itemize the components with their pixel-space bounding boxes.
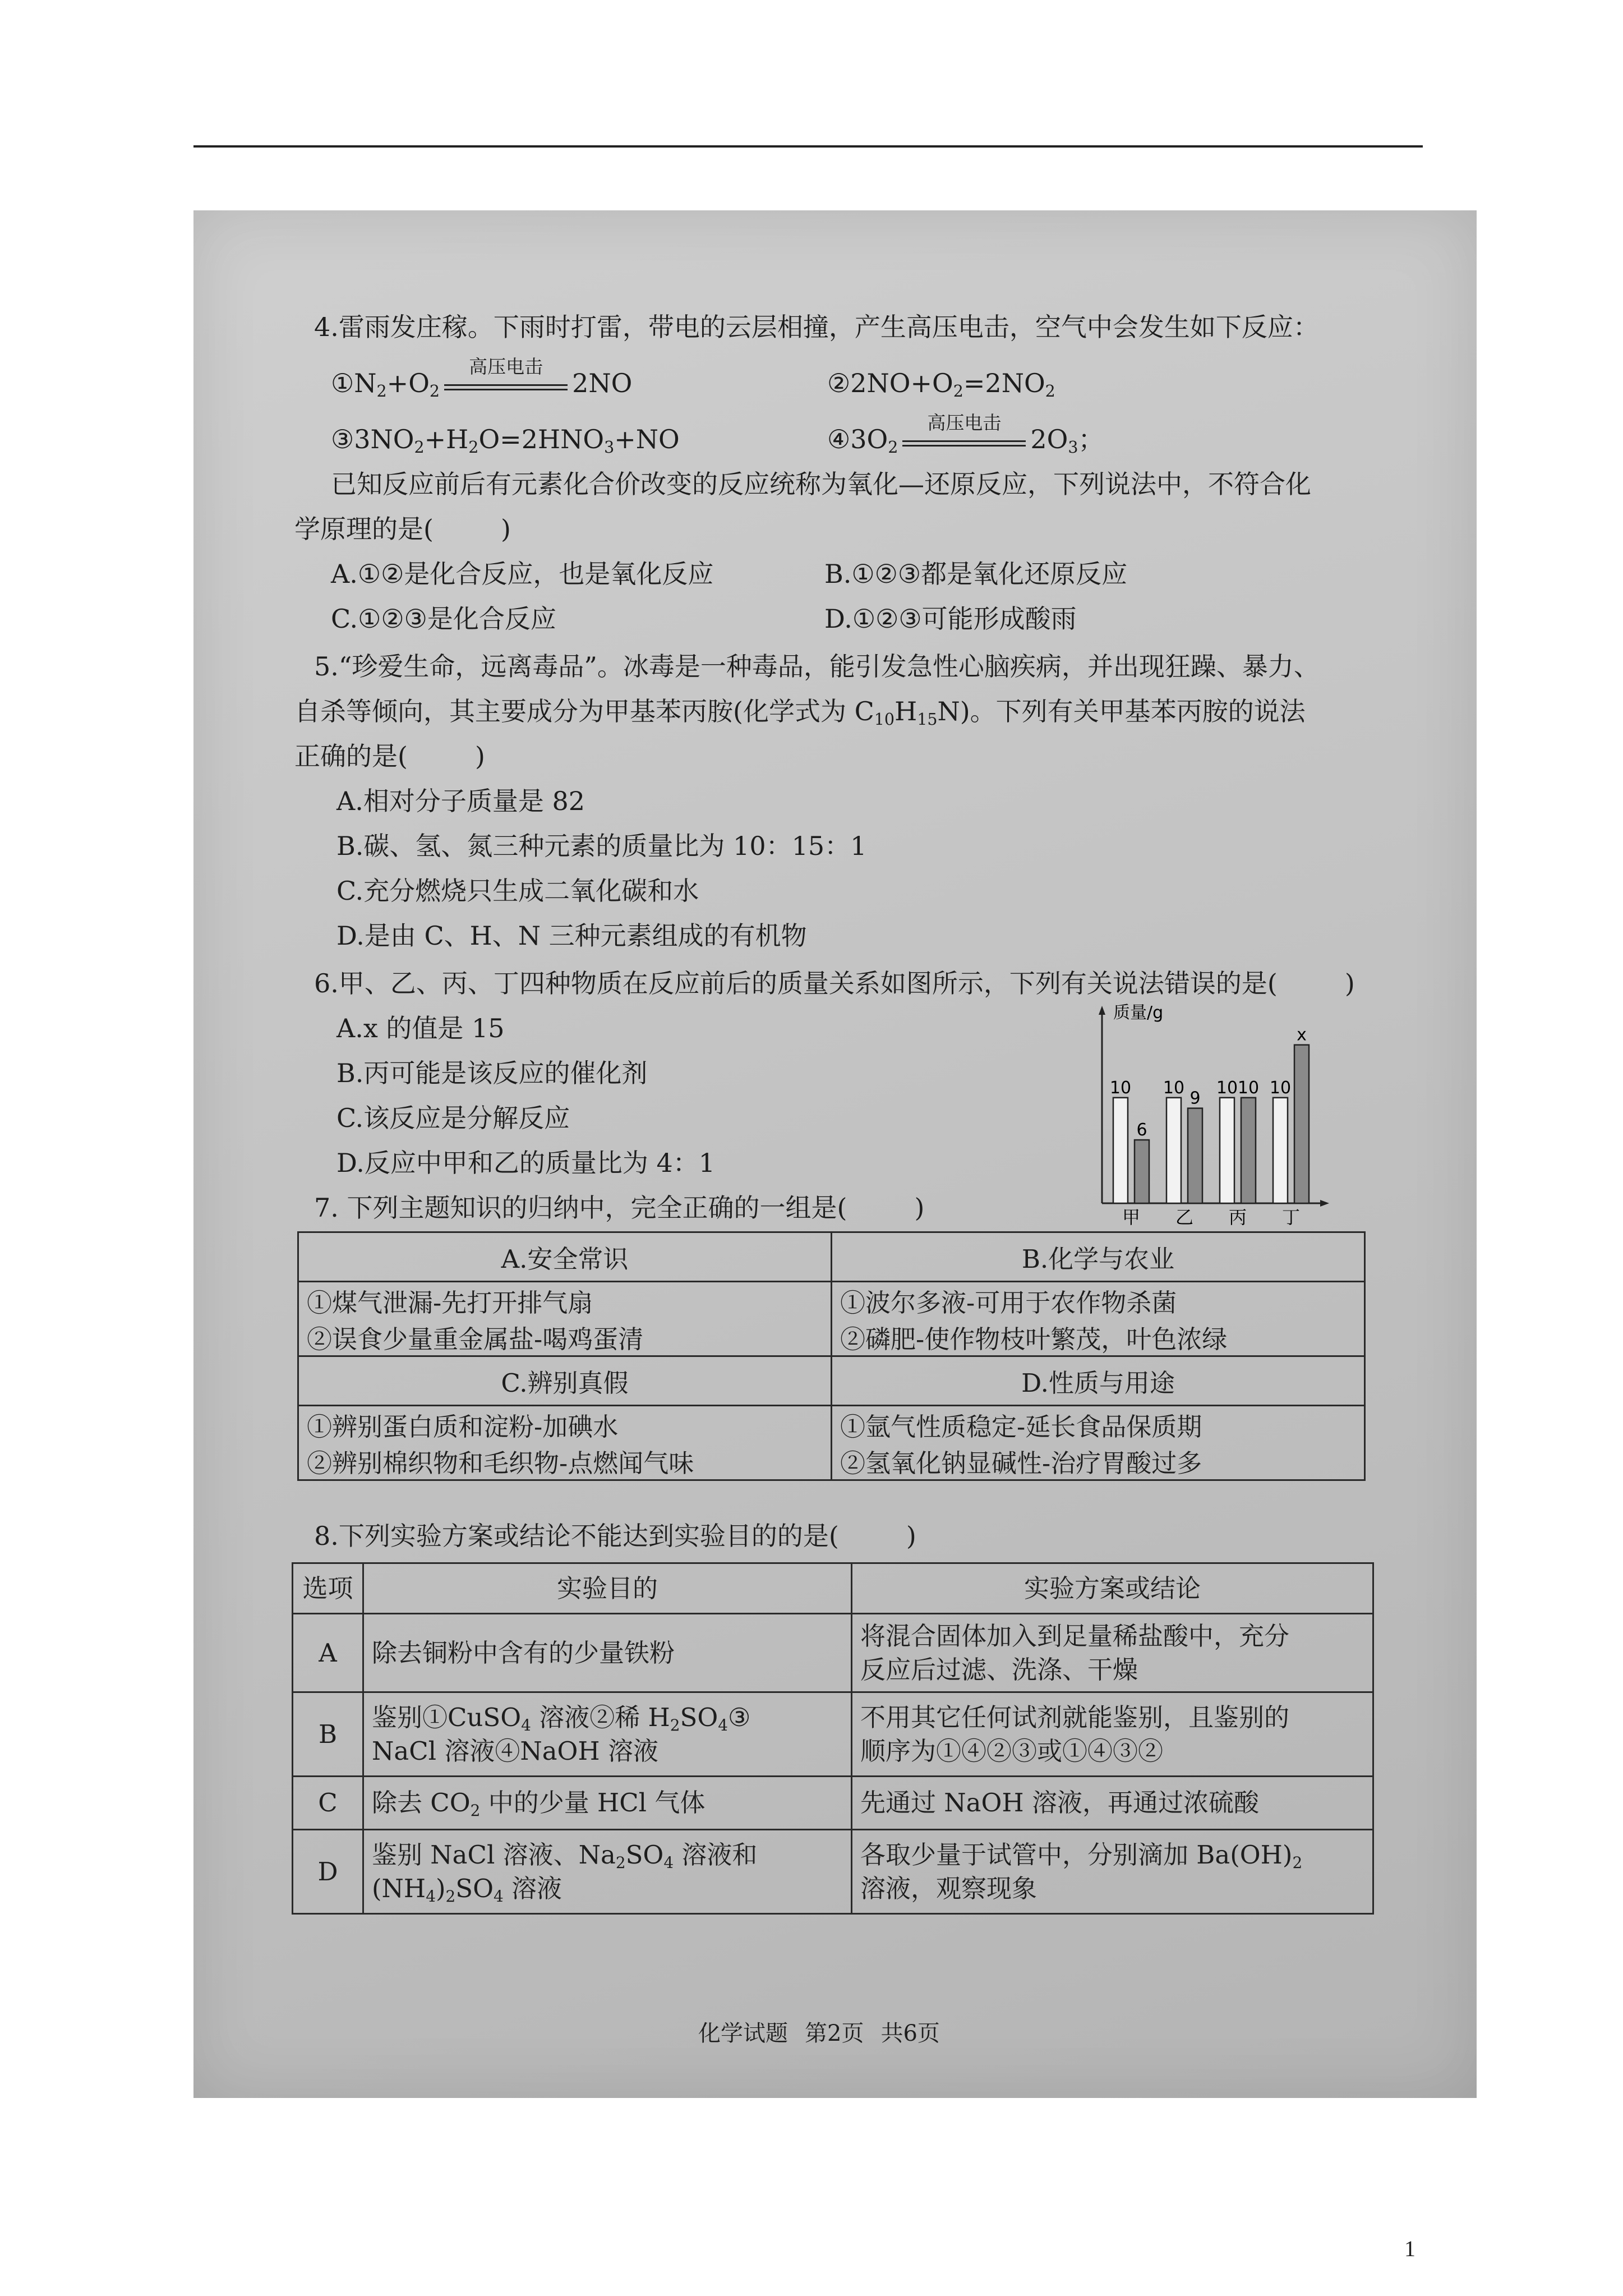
q8-row-d-goal: 鉴别 NaCl 溶液、$Na_2SO_4$ 溶液和 $(NH_4)_2SO_4$ 溶液 (363, 1830, 852, 1914)
q8-row-c-plan: 先通过 NaOH 溶液，再通过浓硫酸 (852, 1777, 1373, 1830)
q5-option-c: C.充分燃烧只生成二氧化碳和水 (336, 876, 699, 906)
q7-a-head: A.安全常识 (298, 1232, 832, 1282)
bar-乙-before (1166, 1098, 1181, 1203)
bar-乙-after (1188, 1108, 1202, 1203)
header-rule (193, 145, 1423, 148)
q7-b-head: B.化学与农业 (832, 1232, 1365, 1282)
q6-option-a: A.x 的值是 15 (336, 1013, 505, 1043)
q8-row-a-goal: 除去铜粉中含有的少量铁粉 (363, 1614, 852, 1692)
q5-option-d: D.是由 C、H、N 三种元素组成的有机物 (336, 921, 807, 951)
q8-row-a-option: A (293, 1614, 363, 1692)
q4-option-b: B.①②③都是氧化还原反应 (824, 559, 1128, 589)
page-footer: 化学试题 第2页 共6页 (698, 2021, 940, 2046)
q8-row-b-plan: 不用其它任何试剂就能鉴别，且鉴别的 顺序为①④②③或①④③② (852, 1692, 1373, 1777)
page-number: 1 (1404, 2236, 1415, 2261)
q8-row-b-goal: 鉴别①CuSO$_4$ 溶液②稀 $H_2SO_4③$ NaCl 溶液④NaOH 溶液 (363, 1692, 852, 1777)
bar-丙-before (1220, 1098, 1234, 1203)
q4-text-2: 学原理的是( ) (294, 514, 511, 544)
chart-ylabel: 质量/g (1113, 1003, 1164, 1023)
q8-row-a-plan: 将混合固体加入到足量稀盐酸中，充分 反应后过滤、洗涤、干燥 (852, 1614, 1373, 1692)
bar-甲-after (1135, 1140, 1149, 1203)
q8-header-plan: 实验方案或结论 (852, 1563, 1373, 1614)
bar-value-label: 6 (1136, 1120, 1147, 1140)
q4-reaction-4: $④3O_2$ 高压电击 $2O_3$； (827, 412, 1104, 457)
q6-option-c: C.该反应是分解反应 (336, 1103, 570, 1133)
q8-row-b-option: B (293, 1692, 363, 1777)
q5-option-b: B.碳、氢、氮三种元素的质量比为 10：15：1 (336, 831, 867, 861)
q4-reaction-1: $①N_2+O_2$ 高压电击 2NO (331, 356, 633, 401)
bar-丁-after (1294, 1045, 1309, 1203)
q7-c-items: ①辨别蛋白质和淀粉-加碘水 ②辨别棉织物和毛织物-点燃闻气味 (298, 1406, 832, 1480)
q8-header-option: 选项 (293, 1563, 363, 1614)
q8-header-goal: 实验目的 (363, 1563, 852, 1614)
reaction-condition-arrow: 高压电击 (444, 374, 568, 397)
q4-stem: 4.雷雨发庄稼。下雨时打雷，带电的云层相撞，产生高压电击，空气中会发生如下反应： (314, 312, 1319, 342)
q5-option-a: A.相对分子质量是 82 (336, 786, 585, 816)
q6-option-d: D.反应中甲和乙的质量比为 4：1 (336, 1148, 716, 1178)
q7-b-items: ①波尔多液-可用于农作物杀菌 ②磷肥-使作物枝叶繁茂，叶色浓绿 (832, 1282, 1365, 1356)
bar-value-label: x (1297, 1025, 1307, 1045)
q8-row-d-plan: 各取少量于试管中，分别滴加 $Ba(OH)_2$ 溶液，观察现象 (852, 1830, 1373, 1914)
q4-reaction-3: $③3NO_2+H_2O=2HNO_3+NO$ (331, 424, 680, 457)
bar-value-label: 9 (1189, 1088, 1201, 1108)
bar-value-label: 10 (1109, 1078, 1132, 1098)
bar-丙-after (1241, 1098, 1256, 1203)
reaction-condition-arrow: 高压电击 (902, 430, 1026, 453)
q5-line-2: 自杀等倾向，其主要成分为甲基苯丙胺(化学式为 $C_{10}H_{15}N$)。下列有关甲基苯丙胺的说法 (294, 696, 1306, 729)
bar-甲-before (1113, 1098, 1128, 1203)
bar-丁-before (1273, 1098, 1288, 1203)
q4-text-1: 已知反应前后有元素化合价改变的反应统称为氧化—还原反应，下列说法中，不符合化 (331, 469, 1311, 499)
q7-table (297, 1231, 1366, 1481)
q6-option-b: B.丙可能是该反应的催化剂 (336, 1058, 648, 1088)
q4-option-c: C.①②③是化合反应 (331, 604, 556, 634)
q4-reaction-2: $②2NO+O_2=2NO_2$ (827, 368, 1055, 401)
bar-value-label: 10 (1237, 1078, 1260, 1098)
q5-line-1: 5.“珍爱生命，远离毒品”。冰毒是一种毒品，能引发急性心脑疾病，并出现狂躁、暴力、 (314, 651, 1320, 682)
q5-line-3: 正确的是( ) (294, 741, 485, 771)
mass-bar-chart (1085, 1001, 1332, 1226)
category-tick-label: 丁 (1281, 1207, 1301, 1226)
category-tick-label: 甲 (1122, 1207, 1141, 1226)
bar-value-label: 10 (1269, 1078, 1292, 1098)
q7-a-items: ①煤气泄漏-先打开排气扇 ②误食少量重金属盐-喝鸡蛋清 (298, 1282, 832, 1356)
q7-d-head: D.性质与用途 (832, 1356, 1365, 1406)
bar-value-label: 10 (1216, 1078, 1238, 1098)
q8-stem: 8.下列实验方案或结论不能达到实验目的的是( ) (314, 1521, 916, 1551)
q8-row-c-goal: 除去 $CO_2$ 中的少量 HCl 气体 (363, 1777, 852, 1830)
q7-c-head: C.辨别真假 (298, 1356, 832, 1406)
q6-stem: 6.甲、乙、丙、丁四种物质在反应前后的质量关系如图所示，下列有关说法错误的是( ) (314, 968, 1355, 999)
q8-table (292, 1562, 1374, 1915)
category-tick-label: 乙 (1175, 1207, 1194, 1226)
q7-stem: 7. 下列主题知识的归纳中，完全正确的一组是( ) (314, 1193, 925, 1223)
q7-d-items: ①氩气性质稳定-延长食品保质期 ②氢氧化钠显碱性-治疗胃酸过多 (832, 1406, 1365, 1480)
bar-value-label: 10 (1163, 1078, 1185, 1098)
q8-row-d-option: D (293, 1830, 363, 1914)
q4-option-a: A.①②是化合反应，也是氧化反应 (331, 559, 714, 589)
q4-option-d: D.①②③可能形成酸雨 (824, 604, 1077, 634)
q8-row-c-option: C (293, 1777, 363, 1830)
category-tick-label: 丙 (1228, 1207, 1247, 1226)
